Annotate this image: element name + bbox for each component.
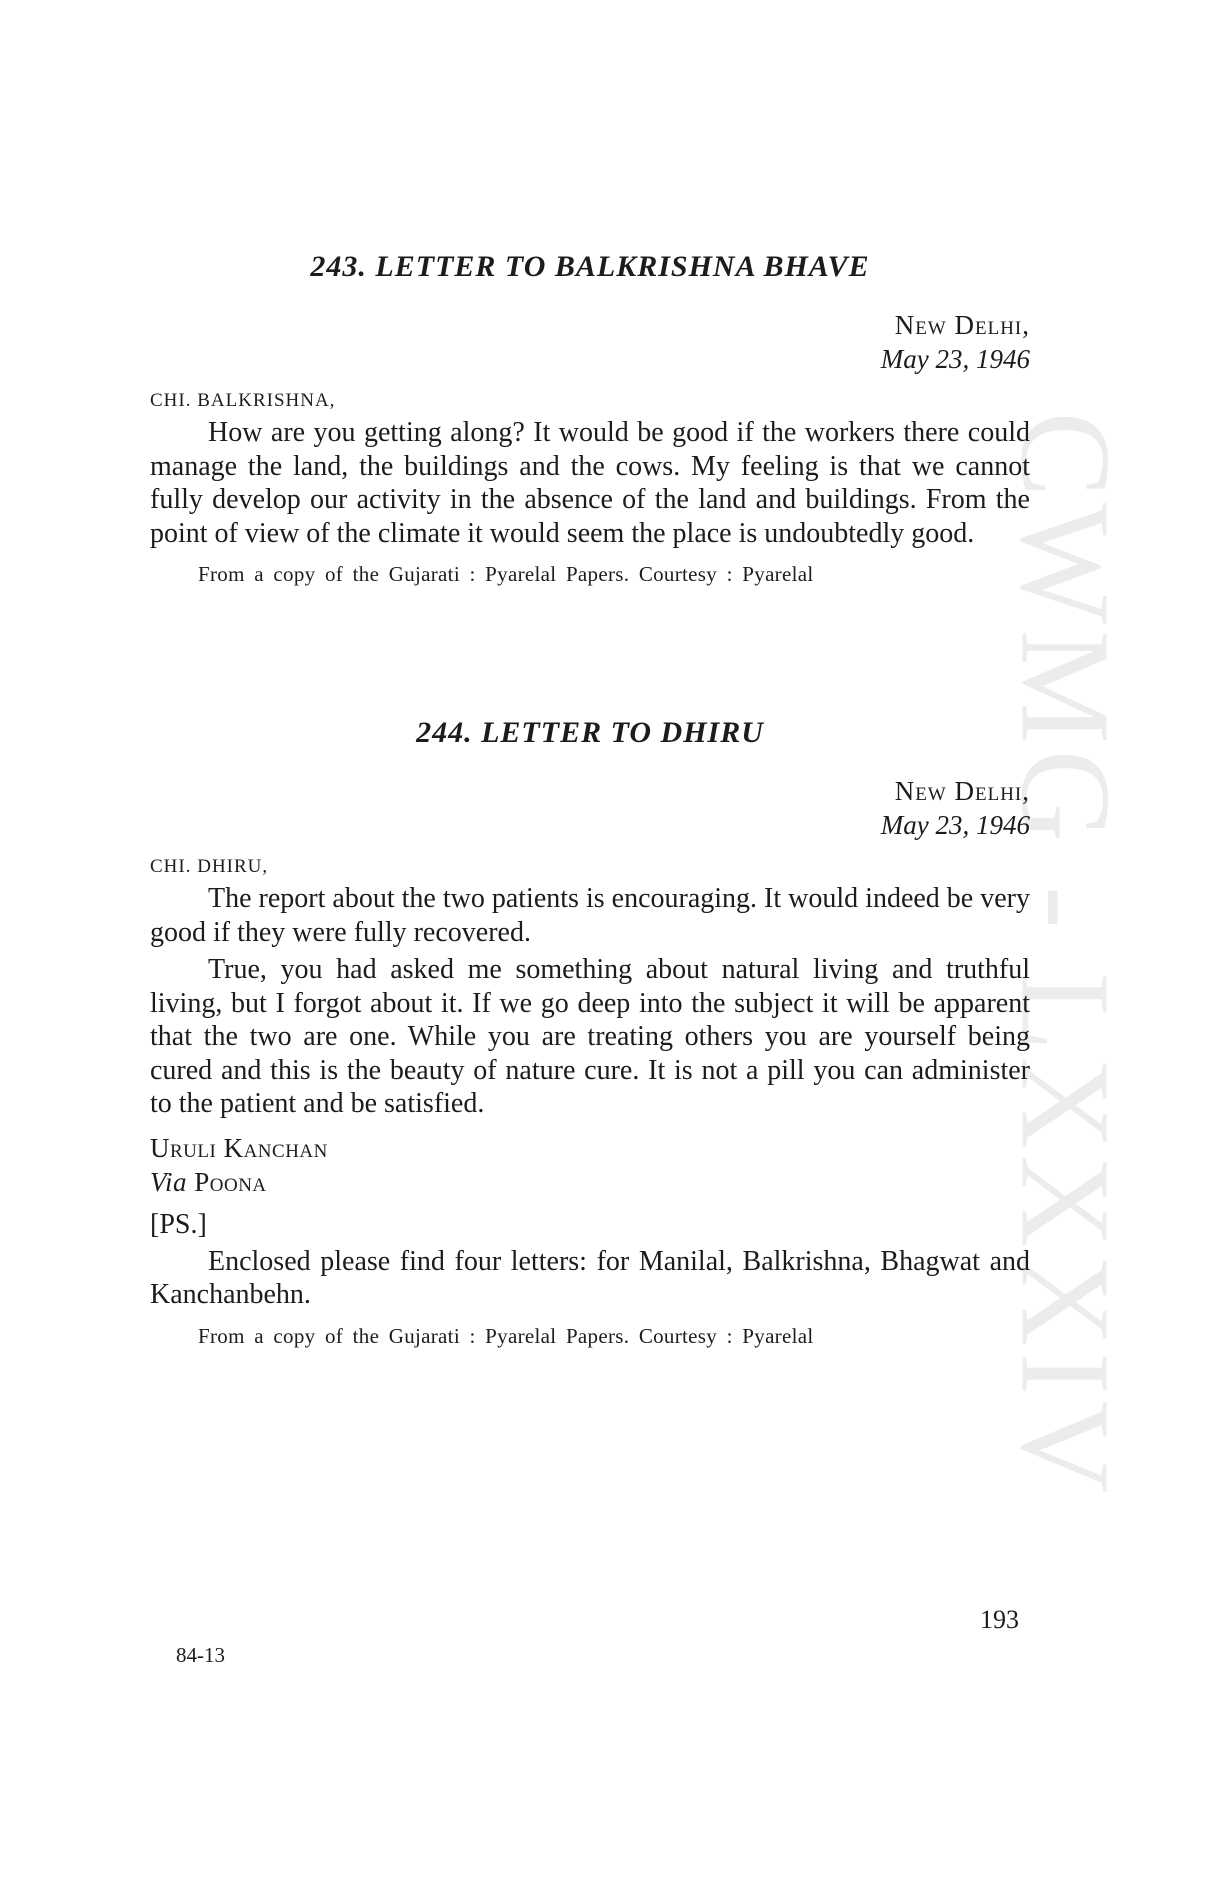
watermark-text: CWMG - LXXXIV xyxy=(994,411,1137,1499)
letter-source: From a copy of the Gujarati : Pyarelal Papers. Courtesy : Pyarelal xyxy=(198,1323,814,1348)
address-city: Poona xyxy=(194,1166,267,1197)
letter-place: New Delhi, xyxy=(894,776,1030,806)
letter-place: New Delhi, xyxy=(894,310,1030,340)
letter-salutation: CHI. DHIRU, xyxy=(150,856,269,877)
letter-paragraph: True, you had asked me something about natural living and truthful living, but I forgot about it. If we go deep into the subject it will be apparent that the two are one. While you are treating others you are yourself being cured and this is the beauty of nature cure. It is not a pill you can administer to the patient and be satisfied. xyxy=(150,954,1030,1119)
letter-heading: 244. LETTER TO DHIRU xyxy=(416,716,764,749)
letter-date: May 23, 1946 xyxy=(880,344,1030,374)
letter-paragraph: The report about the two patients is encouraging. It would indeed be very good if they were fully recovered. xyxy=(150,883,1030,948)
letter-heading: 243. LETTER TO BALKRISHNA BHAVE xyxy=(310,250,870,283)
address-line: Uruli Kanchan xyxy=(150,1132,328,1163)
letter-paragraph: How are you getting along? It would be good if the workers there could manage the land, the buildings and the cows. My feeling is that we cannot fully develop our activity in the absence of the land and buildings. From the point of view of the climate it would seem the place is undoubtedly good. xyxy=(150,417,1030,549)
page-number: 193 xyxy=(980,1605,1019,1634)
letter-source: From a copy of the Gujarati : Pyarelal Papers. Courtesy : Pyarelal xyxy=(198,562,814,586)
signature-mark: 84-13 xyxy=(176,1643,225,1667)
postscript-label: [PS.] xyxy=(150,1208,207,1240)
letter-date: May 23, 1946 xyxy=(880,810,1030,840)
address-via: Via xyxy=(150,1166,187,1197)
letter-244 xyxy=(150,716,1030,1349)
postscript-text: Enclosed please find four letters: for Manilal, Balkrishna, Bhagwat and Kanchanbehn. xyxy=(150,1245,1030,1310)
address-via-line xyxy=(150,1165,1030,1199)
letter-salutation: CHI. BALKRISHNA, xyxy=(150,390,336,411)
letter-243 xyxy=(150,250,1030,587)
